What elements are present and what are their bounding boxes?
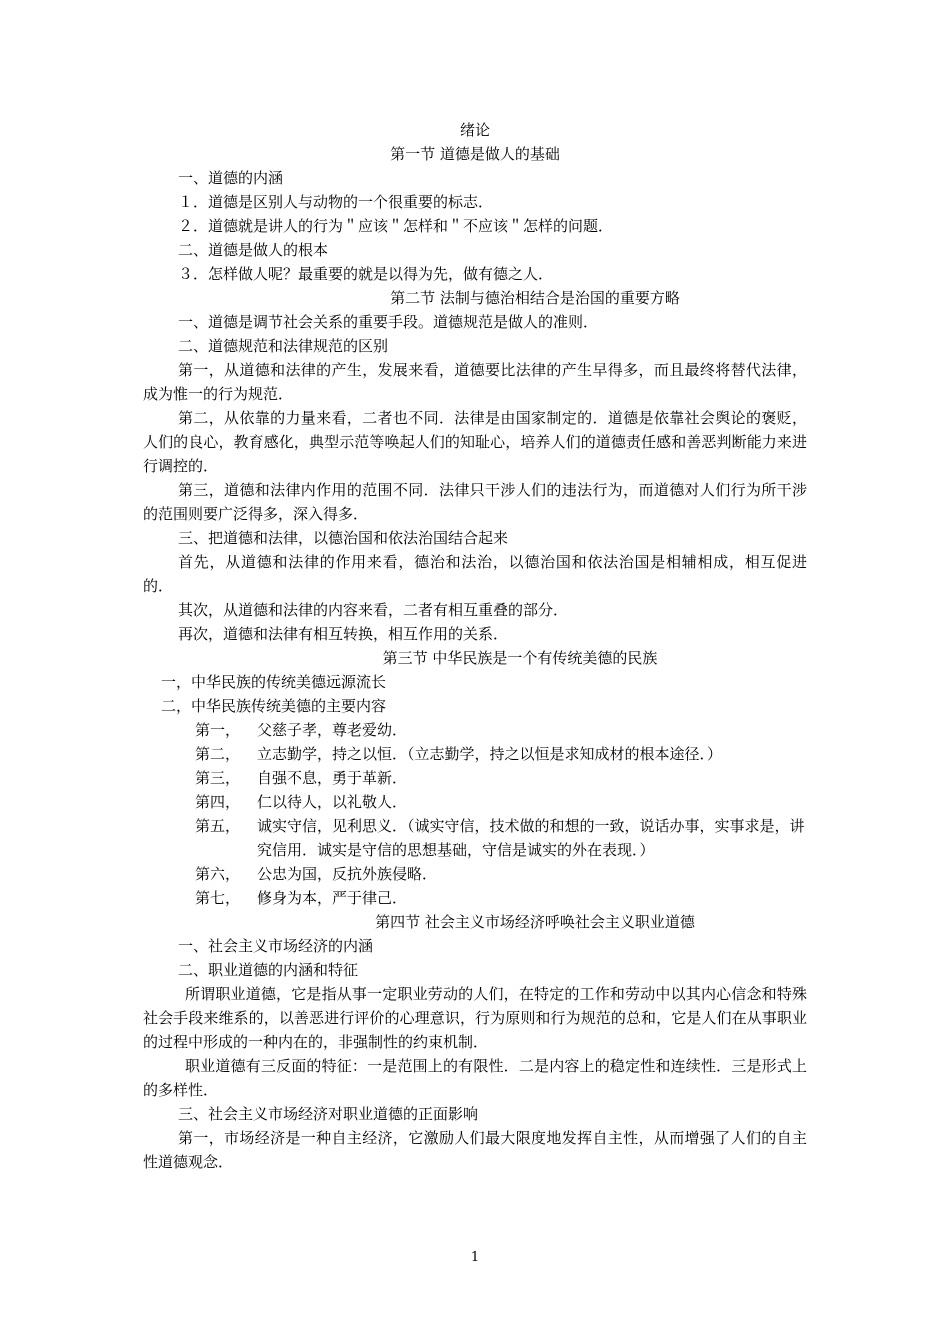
section-2-line: 三、把道德和法律，以德治国和依法治国结合起来 (178, 529, 509, 547)
virtue-text: 修身为本，严于律己． (257, 889, 408, 907)
virtue-item (143, 790, 807, 814)
section-1-heading: 第一节 道德是做人的基础 (390, 145, 560, 163)
virtue-ordinal: 第七， (195, 889, 241, 907)
section-2-paragraph: 第三，道德和法律内作用的范围不同．法律只干涉人们的违法行为，而道德对人们行为所干涉的范围则要广泛得多，深入得多． (143, 481, 807, 523)
virtue-text: 公忠为国，反抗外族侵略． (257, 865, 438, 883)
section-2-line: 再次，道德和法律有相互转换，相互作用的关系． (178, 625, 509, 643)
virtue-text: 自强不息，勇于革新． (257, 769, 408, 787)
section-1-line: １．道德是区别人与动物的一个很重要的标志． (178, 193, 494, 211)
section-4-paragraph: 第一，市场经济是一种自主经济，它激励人们最大限度地发挥自主性，从而增强了人们的自主性道德观念． (143, 1129, 807, 1171)
virtue-ordinal: 第二， (195, 745, 241, 763)
virtue-item (143, 814, 807, 862)
section-4-paragraph: 职业道德有三反面的特征：一是范围上的有限性．二是内容上的稳定性和连续性．三是形式上的多样性． (143, 1057, 807, 1099)
document-body (143, 118, 807, 1174)
section-4-line: 一、社会主义市场经济的内涵 (178, 937, 374, 955)
virtue-ordinal: 第四， (195, 793, 241, 811)
section-1-line: 一、道德的内涵 (178, 169, 284, 187)
virtue-item (143, 766, 807, 790)
virtue-item (143, 742, 807, 766)
section-2-line: 其次，从道德和法律的内容来看，二者有相互重叠的部分． (178, 601, 569, 619)
virtue-item (143, 886, 807, 910)
section-2-paragraph: 首先，从道德和法律的作用来看，德治和法治，以德治国和依法治国是相辅相成，相互促进的． (143, 553, 807, 595)
virtue-ordinal: 第一， (195, 721, 241, 739)
section-4-line: 三、社会主义市场经济对职业道德的正面影响 (178, 1105, 479, 1123)
virtue-text: 父慈子孝，尊老爱幼． (257, 721, 408, 739)
section-4-heading: 第四节 社会主义市场经济呼唤社会主义职业道德 (375, 913, 695, 931)
document-title: 绪论 (459, 121, 490, 139)
section-3-line: 一，中华民族的传统美德远源流长 (161, 673, 387, 691)
virtue-ordinal: 第六， (195, 865, 241, 883)
virtue-text: 诚实守信，见利思义．（诚实守信，技术做的和想的一致，说话办事，实事求是，讲究信用．诚实是守信的思想基础，守信是诚实的外在表现．） (257, 817, 805, 859)
section-2-paragraph: 第二，从依靠的力量来看，二者也不同．法律是由国家制定的．道德是依靠社会舆论的褒贬，人们的良心，教育感化，典型示范等唤起人们的知耻心，培养人们的道德责任感和善恶判断能力来进行调控的． (143, 409, 807, 475)
virtue-text: 仁以待人，以礼敬人． (257, 793, 408, 811)
section-2-paragraph: 第一，从道德和法律的产生，发展来看，道德要比法律的产生早得多，而且最终将替代法律，成为惟一的行为规范． (143, 361, 807, 403)
virtue-text: 立志勤学，持之以恒．（立志勤学，持之以恒是求知成材的根本途径．） (257, 745, 723, 763)
virtue-item (143, 862, 807, 886)
section-2-heading: 第二节 法制与德治相结合是治国的重要方略 (390, 289, 680, 307)
virtue-item (143, 718, 807, 742)
virtue-ordinal: 第三， (195, 769, 241, 787)
virtue-list (143, 718, 807, 910)
section-2-line: 一、道德是调节社会关系的重要手段。道德规范是做人的准则． (178, 313, 599, 331)
section-3-heading: 第三节 中华民族是一个有传统美德的民族 (382, 649, 658, 667)
section-1-line: ３．怎样做人呢？最重要的就是以得为先，做有德之人． (178, 265, 554, 283)
section-3-line: 二，中华民族传统美德的主要内容 (161, 697, 387, 715)
section-1-line: 二、道德是做人的根本 (178, 241, 329, 259)
section-4-line: 二、职业道德的内涵和特征 (178, 961, 359, 979)
page-number: 1 (470, 1250, 480, 1265)
section-2-line: 二、道德规范和法律规范的区别 (178, 337, 389, 355)
section-4-paragraph: 所谓职业道德，它是指从事一定职业劳动的人们，在特定的工作和劳动中以其内心信念和特殊社会手段来维系的，以善恶进行评价的心理意识，行为原则和行为规范的总和，它是人们在从事职业的过程中形成的一种内在的，非强制性的约束机制． (143, 985, 807, 1051)
virtue-ordinal: 第五， (195, 817, 241, 835)
section-1-line: ２．道德就是讲人的行为＂应该＂怎样和＂不应该＂怎样的问题． (178, 217, 614, 235)
